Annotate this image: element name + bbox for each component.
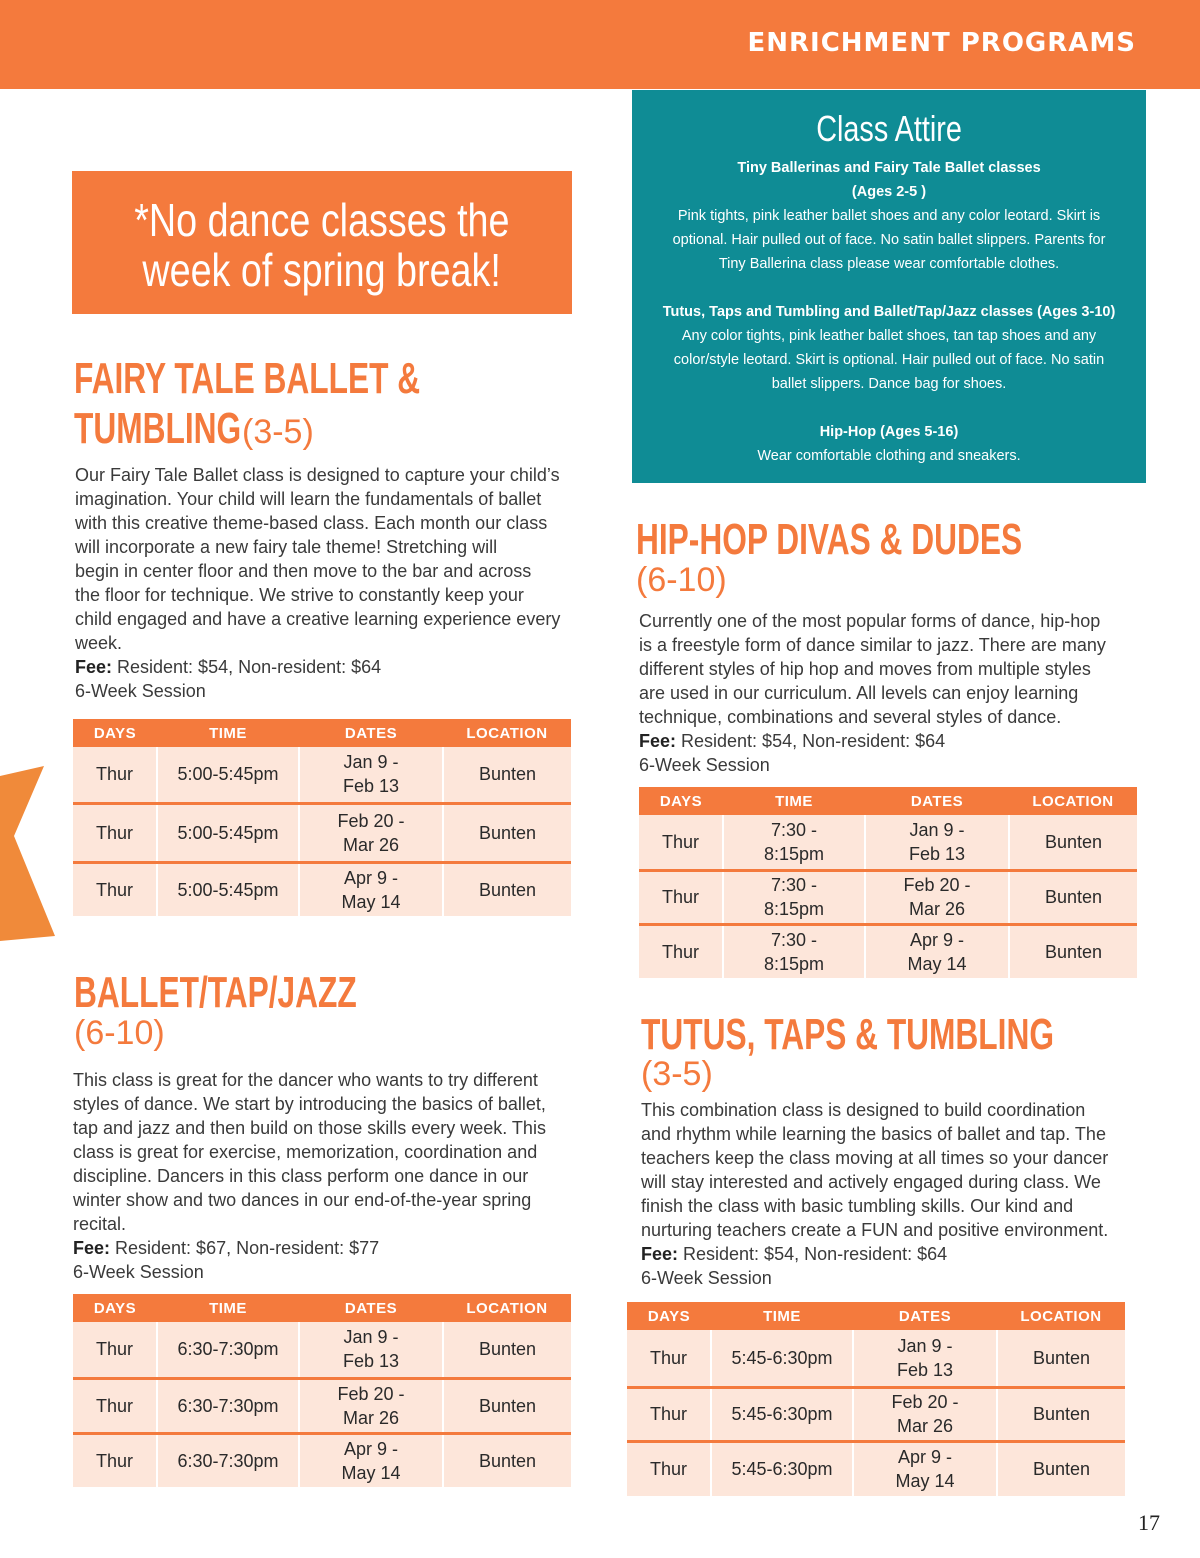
table-cell: Thur [639,870,723,924]
column-header: TIME [723,787,865,815]
table-row [639,870,1137,924]
table-cell: 5:45-6:30pm [711,1441,853,1496]
hiphop-description: Currently one of the most popular forms of dance, hip-hop is a freestyle form of dance similar to jazz. There are many different styles of hip hop and moves from multiple styles are used in our curriculum. All levels can enjoy learning technique, combinations and several styles of dance. Fee: Resident: $54, Non-resident: $64 6-Week Session [639,609,1139,777]
header-title: ENRICHMENT PROGRAMS [747,28,1136,58]
table-cell: Bunten [443,862,571,916]
class-attire-box [632,90,1146,483]
table-cell: Apr 9 - May 14 [853,1441,997,1496]
column-header: DATES [853,1302,997,1330]
attire-group1-ages: (Ages 2-5 ) [851,184,927,200]
col-time: TIME [157,719,299,747]
btj-age: (6-10) [74,1014,165,1052]
table-cell: Thur [627,1441,711,1496]
table-cell: 7:30 - 8:15pm [723,924,865,978]
table-row [639,815,1137,870]
table-cell: Thur [627,1387,711,1441]
notice-line-2: week of spring break! [142,244,502,296]
hiphop-title: HIP-HOP DIVAS & DUDES [636,515,1023,564]
fairy-title-line2: TUMBLING [74,404,242,453]
table-cell: Thur [73,747,157,803]
decorative-shape [0,766,60,941]
column-header: DAYS [639,787,723,815]
spring-break-notice [72,171,572,314]
table-row [73,1433,571,1487]
table-header-row [639,787,1137,815]
attire-title: Class Attire [816,108,962,149]
btj-title: BALLET/TAP/JAZZ [74,968,357,1017]
btj-schedule-table [73,1294,571,1487]
tutus-schedule-table [627,1302,1125,1496]
table-cell: Thur [73,1378,157,1433]
column-header: TIME [711,1302,853,1330]
page-number: 17 [1138,1510,1160,1535]
col-days: DAYS [73,719,157,747]
table-row [73,1322,571,1378]
table-cell: 7:30 - 8:15pm [723,870,865,924]
table-cell: Bunten [1009,870,1137,924]
fairy-age: (3-5) [242,413,314,451]
table-cell: Feb 20 - Mar 26 [865,870,1009,924]
table-cell: Bunten [443,1433,571,1487]
table-cell: Feb 20 - Mar 26 [299,1378,443,1433]
table-row [73,747,571,803]
table-cell: Apr 9 - May 14 [299,1433,443,1487]
fairy-title-line1: FAIRY TALE BALLET & [74,354,421,403]
tutus-session: 6-Week Session [641,1268,772,1288]
table-cell: Bunten [1009,815,1137,870]
attire-group2-line: ballet slippers. Dance bag for shoes. [771,376,1007,392]
fairy-session: 6-Week Session [75,681,206,701]
column-header: DATES [865,787,1009,815]
table-cell: 5:45-6:30pm [711,1387,853,1441]
tutus-description: This combination class is designed to build coordination and rhythm while learning the basics of ballet and tap. The teachers keep the class moving at all times so your dancer will stay interested and actively engaged during class. We finish the class with basic tumbling skills. Our kind and nurturing teachers create a FUN and positive environment. Fee: Resident: $54, Non-resident: $64 6-Week Session [641,1098,1141,1290]
fairy-schedule-table [73,719,571,916]
attire-group3-heading: Hip-Hop (Ages 5-16) [819,424,959,440]
tutus-age: (3-5) [641,1055,713,1093]
table-cell: Jan 9 - Feb 13 [299,747,443,803]
table-cell: Thur [73,1433,157,1487]
column-header: DAYS [627,1302,711,1330]
hiphop-age: (6-10) [636,561,727,599]
table-cell: Apr 9 - May 14 [299,862,443,916]
btj-session: 6-Week Session [73,1262,204,1282]
table-cell: Thur [73,1322,157,1378]
hiphop-fee: Fee: Resident: $54, Non-resident: $64 [639,731,946,751]
table-cell: Bunten [443,803,571,862]
btj-fee: Fee: Resident: $67, Non-resident: $77 [73,1238,380,1258]
table-cell: Bunten [443,1378,571,1433]
table-row [639,924,1137,978]
attire-group1-heading: Tiny Ballerinas and Fairy Tale Ballet classes [737,160,1041,176]
table-cell: 5:00-5:45pm [157,862,299,916]
table-cell: Thur [627,1330,711,1387]
tutus-fee: Fee: Resident: $54, Non-resident: $64 [641,1244,948,1264]
fairy-fee: Fee: Resident: $54, Non-resident: $64 [75,657,382,677]
table-cell: Thur [73,862,157,916]
table-cell: Thur [639,924,723,978]
table-row [627,1330,1125,1387]
column-header: DAYS [73,1294,157,1322]
attire-group2-line: Any color tights, pink leather ballet shoes, tan tap shoes and any [681,328,1097,344]
attire-group2-line: color/style leotard. Skirt is optional. Hair pulled out of face. No satin [673,352,1105,368]
table-cell: Feb 20 - Mar 26 [853,1387,997,1441]
column-header: LOCATION [443,1294,571,1322]
attire-group1-line: Tiny Ballerina class please wear comfortable clothes. [718,256,1060,272]
table-cell: Thur [639,815,723,870]
table-cell: Apr 9 - May 14 [865,924,1009,978]
attire-group3-line: Wear comfortable clothing and sneakers. [757,448,1021,464]
table-cell: Bunten [997,1387,1125,1441]
table-row [73,803,571,862]
table-cell: Jan 9 - Feb 13 [299,1322,443,1378]
table-cell: 5:00-5:45pm [157,747,299,803]
table-cell: 5:00-5:45pm [157,803,299,862]
table-cell: 5:45-6:30pm [711,1330,853,1387]
table-cell: Bunten [1009,924,1137,978]
table-cell: Feb 20 - Mar 26 [299,803,443,862]
table-row [73,862,571,916]
attire-group2-heading: Tutus, Taps and Tumbling and Ballet/Tap/Jazz classes (Ages 3-10) [662,304,1116,320]
attire-group1-line: optional. Hair pulled out of face. No satin ballet slippers. Parents for [672,232,1106,248]
col-dates: DATES [299,719,443,747]
table-header-row [73,1294,571,1322]
table-cell: Bunten [997,1441,1125,1496]
column-header: LOCATION [997,1302,1125,1330]
column-header: DATES [299,1294,443,1322]
col-location: LOCATION [443,719,571,747]
notice-line-1: *No dance classes the [134,194,510,246]
table-header-row [73,719,571,747]
table-cell: 6:30-7:30pm [157,1322,299,1378]
tutus-title: TUTUS, TAPS & TUMBLING [641,1010,1054,1059]
table-cell: Bunten [997,1330,1125,1387]
table-cell: 6:30-7:30pm [157,1433,299,1487]
hiphop-session: 6-Week Session [639,755,770,775]
table-row [627,1441,1125,1496]
btj-description: This class is great for the dancer who wants to try different styles of dance. We start by introducing the basics of ballet, tap and jazz and then build on those skills every week. This class is great for exercise, memorization, coordination and discipline. Dancers in this class perform one dance in our winter show and two dances in our end-of-the-year spring recital. Fee: Resident: $67, Non-resident: $77 6-Week Session [73,1068,573,1284]
column-header: LOCATION [1009,787,1137,815]
table-header-row [627,1302,1125,1330]
table-row [73,1378,571,1433]
table-cell: Jan 9 - Feb 13 [865,815,1009,870]
table-cell: Bunten [443,1322,571,1378]
fairy-description: Our Fairy Tale Ballet class is designed to capture your child’s imagination. Your child will learn the fundamentals of ballet with this creative theme-based class. Each month our class will incorporate a new fairy tale theme! Stretching will begin in center floor and then move to the bar and across the floor for technique. We strive to constantly keep your child engaged and have a creative learning experience every week. Fee: Resident: $54, Non-resident: $64 6-Week Session [75,463,575,703]
table-row [627,1387,1125,1441]
header-bar [0,0,1200,89]
table-cell: Thur [73,803,157,862]
column-header: TIME [157,1294,299,1322]
table-cell: Jan 9 - Feb 13 [853,1330,997,1387]
table-cell: 7:30 - 8:15pm [723,815,865,870]
attire-group1-line: Pink tights, pink leather ballet shoes and any color leotard. Skirt is [677,208,1101,224]
table-cell: Bunten [443,747,571,803]
table-cell: 6:30-7:30pm [157,1378,299,1433]
hiphop-schedule-table [639,787,1137,978]
